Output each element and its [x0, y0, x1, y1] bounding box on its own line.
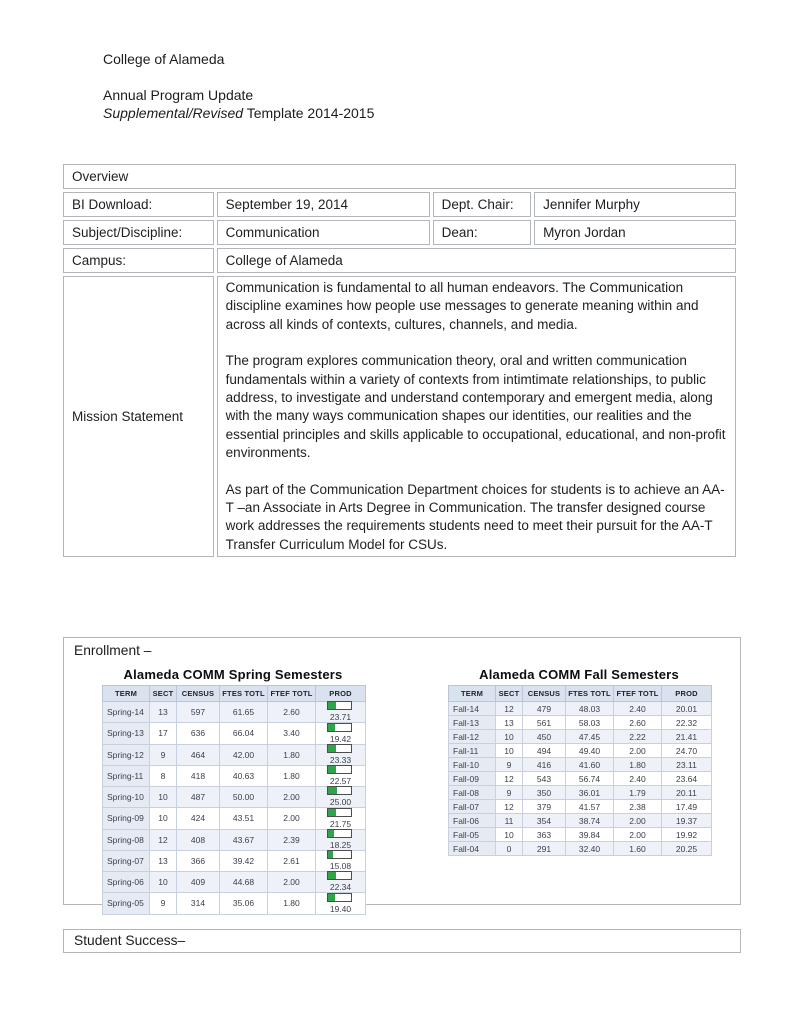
- spring-semesters-block: [102, 667, 364, 915]
- fall-enrollment-table: [448, 685, 710, 856]
- mission-statement-label: Mission Statement: [63, 276, 214, 557]
- bi-download-value: September 19, 2014: [217, 192, 430, 217]
- table-cell: Spring-14: [103, 702, 150, 723]
- table-cell: 2.38: [614, 800, 662, 814]
- document-subtitle: [103, 104, 374, 122]
- table-cell: 2.60: [614, 716, 662, 730]
- dept-chair-value: Jennifer Murphy: [534, 192, 736, 217]
- prod-data-bar: [327, 850, 352, 859]
- table-row: [449, 814, 712, 828]
- table-row: [103, 765, 366, 786]
- subject-value: Communication: [217, 220, 430, 245]
- table-cell: 23.11: [662, 758, 712, 772]
- table-cell: [316, 765, 366, 786]
- table-row: [449, 786, 712, 800]
- table-row: [449, 702, 712, 716]
- table-cell: 487: [177, 787, 220, 808]
- table-cell: Spring-07: [103, 850, 150, 871]
- table-cell: 10: [150, 808, 177, 829]
- table-cell: 12: [496, 772, 523, 786]
- table-cell: Fall-12: [449, 730, 496, 744]
- prod-data-bar: [327, 871, 352, 880]
- document-title: Annual Program Update: [103, 87, 254, 103]
- table-cell: 19.92: [662, 828, 712, 842]
- table-cell: 409: [177, 872, 220, 893]
- subject-label: Subject/Discipline:: [63, 220, 214, 245]
- table-row: [449, 716, 712, 730]
- prod-data-bar: [327, 808, 352, 817]
- table-cell: 494: [523, 744, 566, 758]
- dean-value: Myron Jordan: [534, 220, 736, 245]
- table-cell: 1.80: [268, 893, 316, 914]
- overview-header-row: [63, 164, 736, 189]
- table-cell: Spring-09: [103, 808, 150, 829]
- table-cell: 20.25: [662, 842, 712, 856]
- table-cell: 43.67: [220, 829, 268, 850]
- table-cell: 19.37: [662, 814, 712, 828]
- table-cell: Spring-10: [103, 787, 150, 808]
- column-header: PROD: [316, 686, 366, 702]
- mission-paragraph-2: The program explores communication theory, oral and written communication fundamentals within a variety of contexts from intimtimate relationships, to public address, to investigate and understand contemporary and emergent media, along with the many ways communication shapes our identities, our realities and the essential principles and skills applicable to occupational, educational, and non-profit environments.: [225, 353, 726, 461]
- header-row: [449, 686, 712, 702]
- enrollment-section: [63, 637, 741, 914]
- table-cell: 1.60: [614, 842, 662, 856]
- table-cell: 408: [177, 829, 220, 850]
- table-cell: 48.03: [566, 702, 614, 716]
- table-cell: Fall-04: [449, 842, 496, 856]
- table-cell: 32.40: [566, 842, 614, 856]
- table-cell: Fall-10: [449, 758, 496, 772]
- table-cell: 66.04: [220, 723, 268, 744]
- column-header: CENSUS: [523, 686, 566, 702]
- table-cell: 2.40: [614, 772, 662, 786]
- table-cell: Spring-06: [103, 872, 150, 893]
- table-cell: 13: [496, 716, 523, 730]
- table-cell: 2.00: [614, 814, 662, 828]
- fall-table-title: Alameda COMM Fall Semesters: [479, 667, 679, 682]
- prod-value: 25.00: [329, 797, 352, 808]
- table-cell: 2.22: [614, 730, 662, 744]
- table-cell: 50.00: [220, 787, 268, 808]
- spacer: [103, 68, 374, 86]
- column-header: SECT: [150, 686, 177, 702]
- document-header: [103, 50, 374, 122]
- campus-value: College of Alameda: [217, 248, 736, 273]
- table-row: [103, 744, 366, 765]
- column-header: TERM: [449, 686, 496, 702]
- table-cell: Spring-13: [103, 723, 150, 744]
- enrollment-section-label: Enrollment –: [74, 643, 152, 658]
- table-cell: 2.39: [268, 829, 316, 850]
- prod-value: 19.40: [329, 903, 352, 914]
- table-cell: [316, 702, 366, 723]
- prod-data-bar: [327, 829, 352, 838]
- table-cell: 1.80: [268, 744, 316, 765]
- prod-data-bar: [327, 786, 352, 795]
- table-cell: Fall-09: [449, 772, 496, 786]
- fall-semesters-block: [448, 667, 710, 856]
- dept-chair-label: Dept. Chair:: [433, 192, 531, 217]
- table-row: [103, 893, 366, 914]
- prod-value: 21.75: [329, 818, 352, 829]
- table-cell: 479: [523, 702, 566, 716]
- prod-value: 22.34: [329, 882, 352, 893]
- table-cell: 379: [523, 800, 566, 814]
- table-cell: 38.74: [566, 814, 614, 828]
- table-cell: 9: [150, 744, 177, 765]
- prod-value: 19.42: [329, 733, 352, 744]
- table-cell: 10: [150, 872, 177, 893]
- table-cell: 24.70: [662, 744, 712, 758]
- table-cell: 21.41: [662, 730, 712, 744]
- prod-value: 23.33: [329, 754, 352, 765]
- mission-statement-text: [217, 276, 736, 557]
- table-row: [103, 723, 366, 744]
- table-row: [103, 702, 366, 723]
- table-cell: 2.00: [614, 828, 662, 842]
- table-cell: 291: [523, 842, 566, 856]
- table-cell: Spring-05: [103, 893, 150, 914]
- table-cell: Fall-05: [449, 828, 496, 842]
- table-cell: Spring-12: [103, 744, 150, 765]
- table-row: [103, 829, 366, 850]
- table-cell: 39.42: [220, 850, 268, 871]
- column-header: FTEF TOTL: [614, 686, 662, 702]
- table-row: [449, 842, 712, 856]
- table-cell: 22.32: [662, 716, 712, 730]
- prod-data-bar: [327, 723, 352, 732]
- table-cell: 10: [496, 828, 523, 842]
- table-cell: 9: [150, 893, 177, 914]
- table-cell: 354: [523, 814, 566, 828]
- table-cell: 0: [496, 842, 523, 856]
- table-cell: [316, 744, 366, 765]
- table-cell: 636: [177, 723, 220, 744]
- table-cell: 366: [177, 850, 220, 871]
- table-row: [103, 850, 366, 871]
- table-row: [449, 744, 712, 758]
- table-cell: 1.80: [268, 765, 316, 786]
- table-cell: 10: [496, 744, 523, 758]
- fall-enrollment-table-grid: [448, 685, 712, 856]
- subtitle-italic-part: Supplemental/Revised: [103, 105, 244, 121]
- table-cell: 56.74: [566, 772, 614, 786]
- table-cell: 23.64: [662, 772, 712, 786]
- table-cell: 58.03: [566, 716, 614, 730]
- table-cell: 47.45: [566, 730, 614, 744]
- table-cell: 42.00: [220, 744, 268, 765]
- table-cell: 10: [496, 730, 523, 744]
- column-header: FTEF TOTL: [268, 686, 316, 702]
- overview-table: [60, 161, 739, 560]
- prod-data-bar: [327, 765, 352, 774]
- table-cell: 2.00: [268, 808, 316, 829]
- mission-paragraph-3: As part of the Communication Department choices for students is to achieve an AA-T –an Associate in Arts Degree in Communication. The transfer designed course work addresses the requirements students need to meet their pursuit for the AA-T Transfer Curriculum Model for CSUs.: [225, 481, 725, 552]
- table-cell: 350: [523, 786, 566, 800]
- spring-table-title: Alameda COMM Spring Semesters: [123, 667, 343, 682]
- prod-data-bar: [327, 701, 352, 710]
- table-cell: 416: [523, 758, 566, 772]
- column-header: FTES TOTL: [220, 686, 268, 702]
- column-header: SECT: [496, 686, 523, 702]
- table-cell: 10: [150, 787, 177, 808]
- table-cell: Fall-13: [449, 716, 496, 730]
- table-cell: [316, 893, 366, 914]
- table-cell: [316, 829, 366, 850]
- table-cell: 2.00: [614, 744, 662, 758]
- table-cell: 13: [150, 702, 177, 723]
- table-cell: 12: [496, 800, 523, 814]
- column-header: PROD: [662, 686, 712, 702]
- table-cell: 9: [496, 786, 523, 800]
- overview-section: [60, 161, 739, 560]
- subtitle-rest: Template 2014-2015: [243, 105, 375, 121]
- table-row: [63, 248, 736, 273]
- table-cell: 20.01: [662, 702, 712, 716]
- table-cell: 1.80: [614, 758, 662, 772]
- prod-value: 22.57: [329, 776, 352, 786]
- student-success-label: Student Success–: [74, 933, 186, 948]
- table-cell: 314: [177, 893, 220, 914]
- table-cell: 2.40: [614, 702, 662, 716]
- college-name: College of Alameda: [103, 51, 225, 67]
- table-cell: 1.79: [614, 786, 662, 800]
- table-cell: 543: [523, 772, 566, 786]
- table-cell: 597: [177, 702, 220, 723]
- table-cell: 36.01: [566, 786, 614, 800]
- table-cell: 2.60: [268, 702, 316, 723]
- table-row: [63, 192, 736, 217]
- table-cell: Fall-14: [449, 702, 496, 716]
- table-row: [449, 828, 712, 842]
- table-cell: Fall-07: [449, 800, 496, 814]
- table-cell: 11: [496, 814, 523, 828]
- table-row: [63, 220, 736, 245]
- table-cell: 363: [523, 828, 566, 842]
- column-header: CENSUS: [177, 686, 220, 702]
- table-row: [449, 730, 712, 744]
- table-cell: [316, 808, 366, 829]
- table-row: [449, 772, 712, 786]
- table-cell: 20.11: [662, 786, 712, 800]
- prod-data-bar: [327, 893, 352, 902]
- table-cell: 40.63: [220, 765, 268, 786]
- table-cell: Fall-08: [449, 786, 496, 800]
- table-cell: 450: [523, 730, 566, 744]
- table-cell: 464: [177, 744, 220, 765]
- table-cell: 41.60: [566, 758, 614, 772]
- table-cell: Spring-11: [103, 765, 150, 786]
- table-cell: 17.49: [662, 800, 712, 814]
- bi-download-label: BI Download:: [63, 192, 214, 217]
- spring-enrollment-table: [102, 685, 364, 915]
- table-row: [449, 800, 712, 814]
- prod-value: 18.25: [329, 839, 352, 850]
- table-cell: 2.61: [268, 850, 316, 871]
- table-cell: 39.84: [566, 828, 614, 842]
- prod-value: 23.71: [329, 712, 352, 723]
- table-cell: [316, 723, 366, 744]
- table-cell: 43.51: [220, 808, 268, 829]
- table-cell: 49.40: [566, 744, 614, 758]
- table-cell: 424: [177, 808, 220, 829]
- spring-enrollment-table-grid: [102, 685, 366, 915]
- table-row: [449, 758, 712, 772]
- table-cell: 2.00: [268, 787, 316, 808]
- table-row: [63, 276, 736, 557]
- table-cell: 9: [496, 758, 523, 772]
- table-cell: Spring-08: [103, 829, 150, 850]
- dean-label: Dean:: [433, 220, 531, 245]
- table-cell: 17: [150, 723, 177, 744]
- table-cell: [316, 787, 366, 808]
- table-cell: [316, 872, 366, 893]
- table-cell: 561: [523, 716, 566, 730]
- table-cell: 13: [150, 850, 177, 871]
- mission-paragraph-1: Communication is fundamental to all human endeavors. The Communication discipline examines how people use messages to generate meaning within and across all kinds of contexts, cultures, channels, and media.: [225, 280, 699, 332]
- table-row: [103, 808, 366, 829]
- table-cell: 41.57: [566, 800, 614, 814]
- table-cell: 2.00: [268, 872, 316, 893]
- campus-label: Campus:: [63, 248, 214, 273]
- table-cell: 61.65: [220, 702, 268, 723]
- table-cell: 418: [177, 765, 220, 786]
- table-row: [103, 787, 366, 808]
- table-cell: 12: [496, 702, 523, 716]
- table-cell: 35.06: [220, 893, 268, 914]
- prod-value: 15.08: [329, 861, 352, 871]
- student-success-section: [63, 929, 741, 953]
- table-cell: 8: [150, 765, 177, 786]
- table-cell: 12: [150, 829, 177, 850]
- header-row: [103, 686, 366, 702]
- column-header: FTES TOTL: [566, 686, 614, 702]
- table-cell: Fall-06: [449, 814, 496, 828]
- table-cell: 3.40: [268, 723, 316, 744]
- table-row: [103, 872, 366, 893]
- table-cell: Fall-11: [449, 744, 496, 758]
- overview-section-title: Overview: [63, 164, 736, 189]
- table-cell: 44.68: [220, 872, 268, 893]
- prod-data-bar: [327, 744, 352, 753]
- table-cell: [316, 850, 366, 871]
- column-header: TERM: [103, 686, 150, 702]
